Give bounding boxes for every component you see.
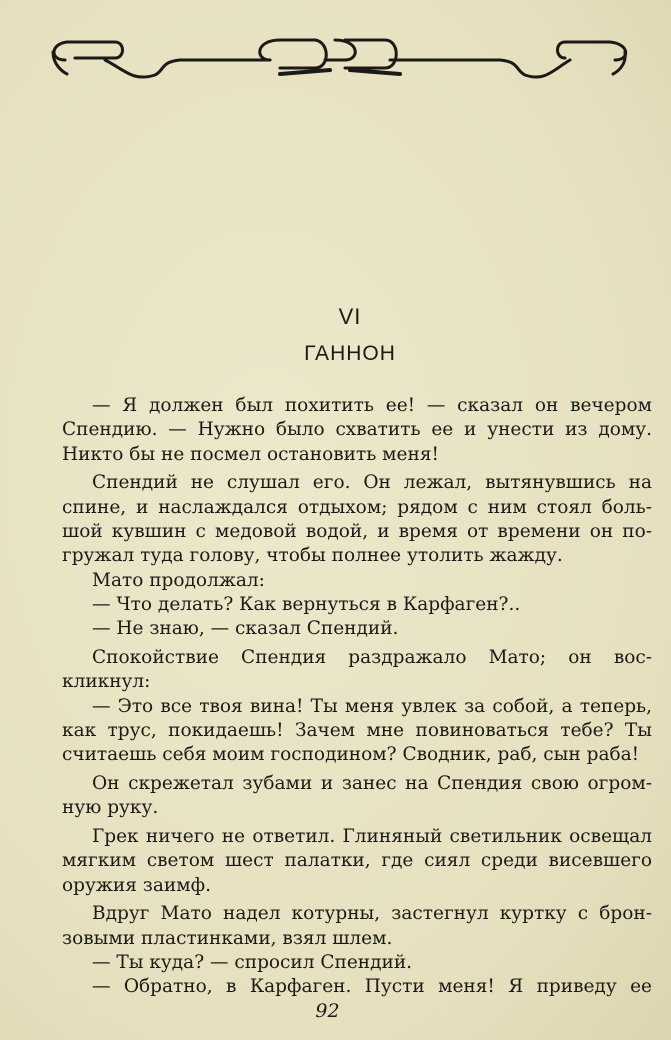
text-line: Грек ничего не ответил. Глиняный светильник освещал — [92, 826, 652, 848]
text-line: ную руку. — [62, 797, 159, 819]
chapter-body-text — [62, 394, 652, 1000]
text-line: Спокойствие Спендия раздражало Мато; он вос- — [92, 646, 652, 668]
decorative-headpiece-ornament — [45, 30, 635, 82]
text-line: спине, и наслаждался отдыхом; рядом с ним стоял боль- — [62, 496, 652, 518]
chapter-title: ГАННОН — [304, 342, 396, 365]
text-line: — Что делать? Как вернуться в Карфаген?.. — [92, 593, 521, 615]
text-line: — Ты куда? — спросил Спендий. — [92, 952, 413, 974]
text-line: Он скрежетал зубами и занес на Спендия свою огром- — [92, 772, 652, 794]
text-line: зовыми пластинками, взял шлем. — [62, 927, 393, 949]
text-line: — Обратно, в Карфаген. Пусти меня! Я приведу ее — [92, 976, 652, 998]
text-line: — Не знаю, — сказал Спендий. — [92, 618, 399, 640]
text-line: шой кувшин с медовой водой, и время от времени он по- — [62, 520, 652, 542]
text-line: Спендию. — Нужно было схватить ее и унести из дому. — [62, 419, 652, 441]
text-line: — Это все твоя вина! Ты меня увлек за собой, а теперь, — [92, 695, 652, 717]
text-line: оружия заимф. — [62, 874, 211, 896]
page-number: 92 — [315, 1000, 340, 1022]
text-line: как трус, покидаешь! Зачем мне повиноваться тебе? Ты — [62, 719, 652, 741]
text-line: Мато продолжал: — [92, 569, 265, 591]
text-line: мягким светом шест палатки, где сиял среди висевшего — [62, 850, 652, 872]
text-line: гружал туда голову, чтобы полнее утолить жажду. — [62, 545, 563, 567]
text-line: Никто бы не посмел остановить меня! — [62, 443, 439, 465]
text-line: считаешь себя моим господином? Сводник, раб, сын раба! — [62, 744, 640, 766]
text-line: Вдруг Мато надел котурны, застегнул куртку с брон- — [92, 903, 652, 925]
chapter-number: VI — [338, 304, 362, 329]
text-line: Спендий не слушал его. Он лежал, вытянувшись на — [92, 472, 652, 494]
text-line: — Я должен был похитить ее! — сказал он вечером — [92, 395, 652, 416]
text-line: кликнул: — [62, 671, 151, 693]
